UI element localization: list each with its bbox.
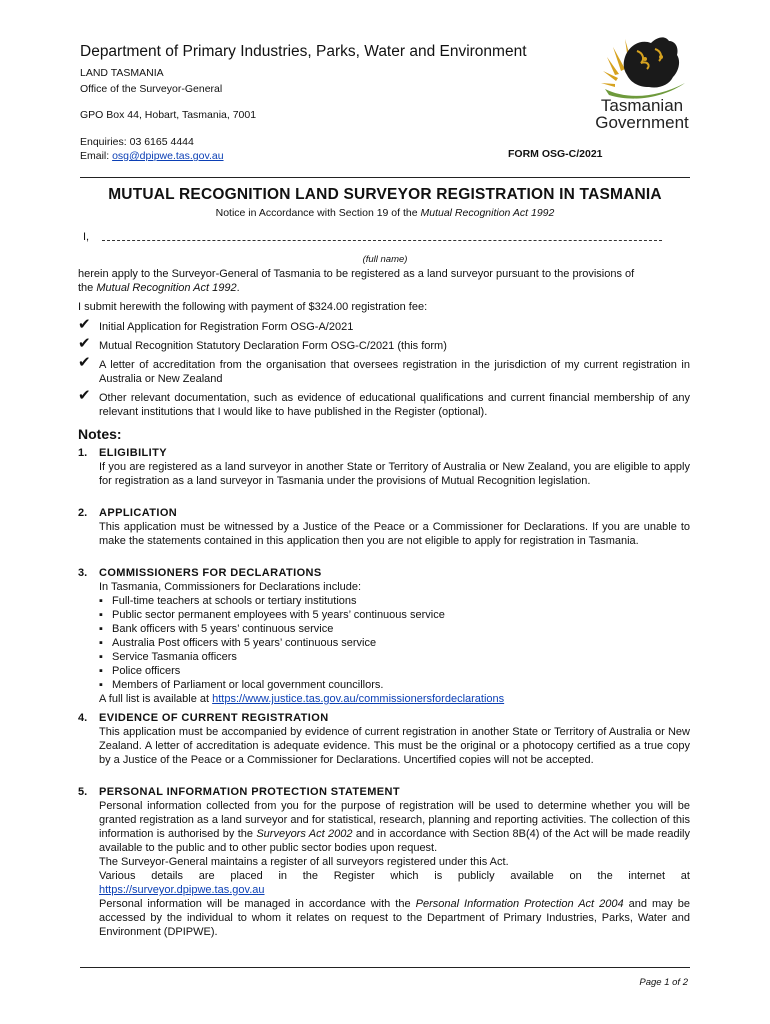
office-name: Office of the Surveyor-General (80, 83, 223, 95)
note-number: 1. (78, 447, 88, 459)
email-link[interactable]: osg@dpipwe.tas.gov.au (112, 150, 224, 162)
bullet-icon: ▪ (99, 665, 103, 677)
intro-line-2-suffix: . (236, 282, 240, 294)
note-number: 2. (78, 507, 88, 519)
note-body: In Tasmania, Commissioners for Declarations include: (99, 581, 362, 593)
note-commissioners (78, 566, 690, 706)
enquiries-phone: Enquiries: 03 6165 4444 (80, 136, 194, 148)
tasmanian-government-logo (585, 27, 700, 131)
bullet-icon: ▪ (99, 623, 103, 635)
intro-line-2 (78, 281, 690, 295)
checkmark-icon: ✔ (78, 387, 91, 404)
note-number: 3. (78, 567, 88, 579)
note-heading: PERSONAL INFORMATION PROTECTION STATEMENT (99, 786, 400, 798)
register-availability: Various details are placed in the Register which is publicly available on the internet at (99, 870, 690, 882)
surveyor-register-link[interactable]: https://surveyor.dpipwe.tas.gov.au (99, 884, 265, 896)
note-body: This application must be accompanied by evidence of current registration in another State or Territory of Australia or New Zealand. A letter of accreditation is adequate evidence. This must be the original or a photocopy certified as a true copy by a Justice of the Peace or a Commissioner for Declarations. Uncertified copies will not be accepted. (99, 726, 690, 766)
full-list-line (99, 692, 690, 706)
note-privacy (78, 785, 690, 939)
privacy-text: Personal information will be managed in accordance with the (99, 898, 416, 910)
i-label: I, (83, 231, 90, 243)
list-item (99, 622, 690, 636)
logo-text-tasmanian: Tasmanian (600, 96, 684, 115)
note-eligibility (78, 446, 690, 488)
note-heading: COMMISSIONERS FOR DECLARATIONS (99, 567, 322, 579)
intro-line-2-prefix: the (78, 282, 97, 294)
form-title: MUTUAL RECOGNITION LAND SURVEYOR REGISTRATION IN TASMANIA (108, 186, 662, 203)
note-heading: EVIDENCE OF CURRENT REGISTRATION (99, 712, 329, 724)
tasmanian-tiger-icon (585, 27, 700, 131)
logo-text-government: Government (595, 113, 689, 131)
full-name-caption: (full name) (362, 254, 408, 265)
department-name: Department of Primary Industries, Parks, Water and Environment (80, 43, 527, 60)
note-number: 5. (78, 786, 88, 798)
note-body: If you are registered as a land surveyor in another State or Territory of Australia or New Zealand, you are eligible to apply for registration as a land surveyor in Tasmania under the provisions of Mutual Recognition legislation. (99, 461, 690, 487)
checkmark-icon: ✔ (78, 316, 91, 333)
notice-line (80, 207, 690, 219)
footer-divider (80, 967, 690, 968)
form-number: FORM OSG-C/2021 (508, 148, 603, 160)
note-body-paragraph (99, 897, 690, 939)
note-number: 4. (78, 712, 88, 724)
intro-act: Mutual Recognition Act 1992 (96, 282, 237, 294)
bullet-icon: ▪ (99, 595, 103, 607)
page-number: Page 1 of 2 (639, 977, 688, 988)
fee-line: I submit herewith the following with payment of $324.00 registration fee: (78, 301, 428, 313)
checklist-item (78, 316, 690, 334)
privacy-text: Personal information collected from you for the purpose of registration will be used to determine whether you will be granted registration as a land surveyor and for statistical, research, planning and reporting activities. The collection of this information is authorised by the (99, 800, 690, 840)
list-item (99, 608, 690, 622)
bullet-icon: ▪ (99, 651, 103, 663)
surveyors-act: Surveyors Act 2002 (256, 828, 353, 840)
note-heading: APPLICATION (99, 507, 178, 519)
list-item (99, 650, 690, 664)
full-name-field[interactable] (102, 240, 662, 241)
notice-act: Mutual Recognition Act 1992 (420, 207, 555, 219)
bullet-icon: ▪ (99, 679, 103, 691)
bullet-icon: ▪ (99, 609, 103, 621)
checklist-item-text: Other relevant documentation, such as evidence of educational qualifications and current financial membership of any relevant institutions that I would like to have published in the Register (optional). (99, 392, 690, 418)
note-application (78, 506, 690, 548)
postal-address: GPO Box 44, Hobart, Tasmania, 7001 (80, 109, 257, 121)
email-label: Email: (80, 150, 113, 162)
list-item-text: Police officers (112, 665, 181, 677)
list-item-text: Australia Post officers with 5 years’ continuous service (112, 637, 377, 649)
list-item-text: Public sector permanent employees with 5 years’ continuous service (112, 609, 445, 621)
bullet-icon: ▪ (99, 637, 103, 649)
list-item (99, 636, 690, 650)
checklist-item-text: Mutual Recognition Statutory Declaration Form OSG-C/2021 (this form) (99, 340, 447, 352)
privacy-text: and may be accessed by the individual to whom it relates on request to the Department of Primary Industries, Parks, Water and Environment (DPIPWE). (99, 898, 690, 938)
list-item-text: Service Tasmania officers (112, 651, 237, 663)
intro-line-1: herein apply to the Surveyor-General of Tasmania to be registered as a land surveyor pursuant to the provisions of (78, 268, 635, 280)
pip-act: Personal Information Protection Act 2004 (415, 898, 624, 910)
checkmark-icon: ✔ (78, 354, 91, 371)
checklist-item (78, 387, 690, 419)
checklist-item (78, 354, 690, 386)
register-statement: The Surveyor-General maintains a register of all surveyors registered under this Act. (99, 856, 509, 868)
list-item-text: Members of Parliament or local government councillors. (112, 679, 384, 691)
list-item-text: Full-time teachers at schools or tertiary institutions (112, 595, 357, 607)
list-item (99, 678, 690, 692)
list-item (99, 664, 690, 678)
note-body: This application must be witnessed by a Justice of the Peace or a Commissioner for Declarations. If you are unable to make the statements contained in this application then you are not eligible to apply for registration in Tasmania. (99, 521, 690, 547)
note-evidence (78, 711, 690, 767)
checkmark-icon: ✔ (78, 335, 91, 352)
commissioners-link[interactable]: https://www.justice.tas.gov.au/commissionersfordeclarations (212, 693, 505, 705)
register-url-line (99, 883, 690, 897)
division-name: LAND TASMANIA (80, 67, 164, 79)
note-body-paragraph (99, 799, 690, 855)
notes-heading: Notes: (78, 426, 122, 442)
checklist-item-text: A letter of accreditation from the organisation that oversees registration in the jurisdiction of my current registration in Australia or New Zealand (99, 359, 690, 385)
checklist-item-text: Initial Application for Registration Form OSG-A/2021 (99, 321, 354, 333)
checklist-item (78, 335, 690, 353)
full-list-prefix: A full list is available at (99, 693, 213, 705)
notice-prefix: Notice in Accordance with Section 19 of the (215, 207, 421, 219)
email-line (80, 150, 224, 162)
list-item (99, 594, 690, 608)
privacy-text: and in accordance with Section 8B(4) of the Act will be made readily available to the public and to other public sector bodies upon request. (99, 828, 690, 854)
note-heading: ELIGIBILITY (99, 447, 167, 459)
list-item-text: Bank officers with 5 years’ continuous service (112, 623, 334, 635)
header-divider (80, 177, 690, 178)
